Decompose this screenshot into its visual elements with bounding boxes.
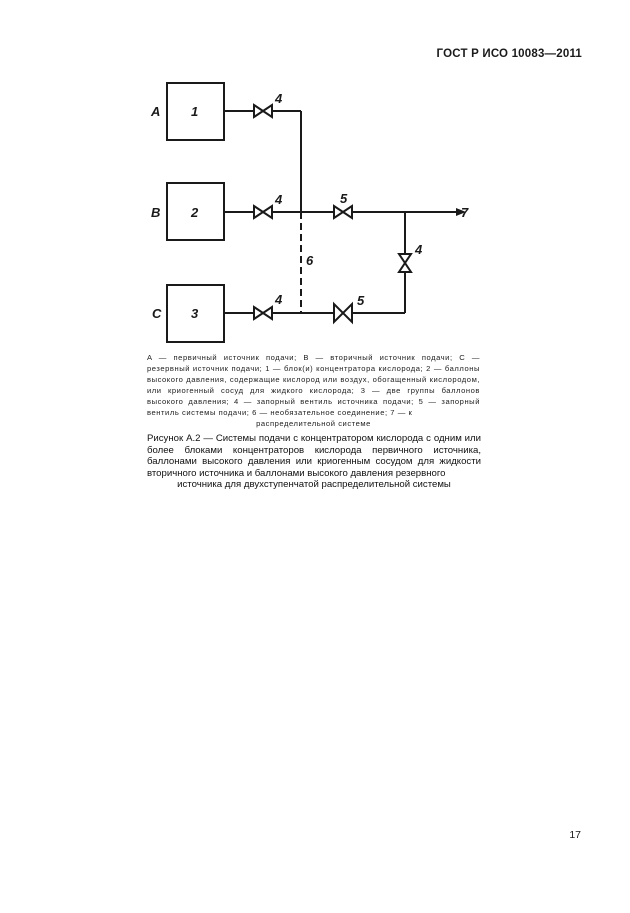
valve-4-row-c: [254, 307, 272, 319]
valve-label-4-vertical: 4: [415, 242, 423, 257]
caption-last-line: источника для двухступенчатой распределительной системы: [177, 479, 451, 491]
source-label-a: A: [151, 104, 161, 119]
document-header: ГОСТ Р ИСО 10083—2011: [436, 48, 582, 60]
box-label-1: 1: [191, 104, 199, 119]
output-label-7: 7: [461, 205, 469, 220]
page-number: 17: [569, 829, 581, 841]
valve-4-row-a: [254, 105, 272, 117]
valve-4-row-b: [254, 206, 272, 218]
box-label-3: 3: [191, 306, 199, 321]
legend-last-line: распределительной системе: [256, 419, 371, 428]
valve-5-row-b: [334, 206, 352, 218]
valve-label-4-a: 4: [275, 91, 283, 106]
valve-label-5-c: 5: [357, 293, 365, 308]
valve-4-vertical: [399, 254, 411, 272]
source-label-c: C: [152, 306, 162, 321]
source-label-b: B: [151, 205, 161, 220]
valve-5-row-c: [334, 304, 352, 322]
box-label-2: 2: [191, 205, 199, 220]
figure-caption: [147, 433, 481, 491]
connection-label-6: 6: [306, 253, 314, 268]
valve-label-5-b: 5: [340, 191, 348, 206]
figure-legend: [147, 352, 480, 429]
valve-label-4-c: 4: [275, 292, 283, 307]
valve-label-4-b: 4: [275, 192, 283, 207]
caption-text: Рисунок А.2 — Системы подачи с концентратором кислорода с одним или более блоками концентраторов кислорода первичного источника, баллонами высокого давления или криогенным сосудом для жидкости вторичного источника и баллонами высокого давления резервного: [147, 433, 481, 479]
legend-text: A — первичный источник подачи; B — вторичный источник подачи; C — резервный источник подачи; 1 — блок(и) концентратора кислорода; 2 — баллоны высокого давления, содержащие кислород или воздух, обогащенный кислородом, или криогенный сосуд для жидкого кислорода; 3 — две группы баллонов высокого давления; 4 — запорный вентиль источника подачи; 5 — запорный вентиль системы подачи; 6 — необязательное соединение; 7 — к: [147, 353, 480, 417]
